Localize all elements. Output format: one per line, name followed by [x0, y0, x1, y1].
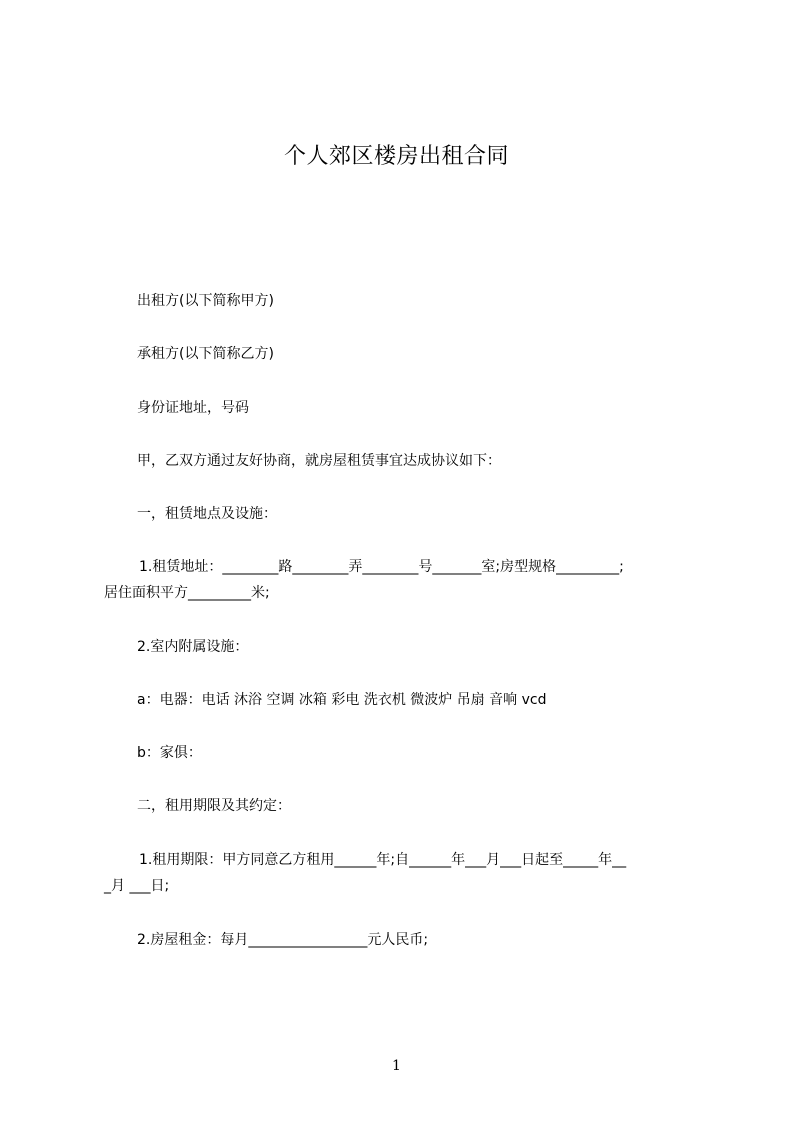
rent-line: 2.房屋租金：每月_________________元人民币;	[137, 932, 429, 948]
section-one-heading: 一，租赁地点及设施：	[137, 506, 277, 522]
rental-address-line: 1.租赁地址：________路________弄________号_______室;房型规格_________;	[139, 559, 624, 575]
page-number: 1	[392, 1058, 401, 1074]
lease-term-line: 1.租用期限：甲方同意乙方租用______年;自______年___月___日起至_____年__	[139, 852, 627, 868]
document-title: 个人郊区楼房出租合同	[283, 144, 509, 169]
lease-term-continued-line: _月 ___日;	[104, 878, 170, 894]
id-address-line: 身份证地址，号码	[137, 400, 249, 416]
living-area-line: 居住面积平方_________米;	[104, 585, 270, 601]
section-two-heading: 二，租用期限及其约定：	[137, 798, 291, 814]
furniture-line: b：家俱：	[137, 745, 202, 761]
lessee-line: 承租方(以下简称乙方)	[137, 346, 274, 362]
facilities-line: 2.室内附属设施：	[137, 639, 249, 655]
lessor-line: 出租方(以下简称甲方)	[137, 293, 274, 309]
agreement-intro-line: 甲，乙双方通过友好协商，就房屋租赁事宜达成协议如下：	[137, 453, 501, 469]
appliances-line: a：电器：电话 沐浴 空调 冰箱 彩电 洗衣机 微波炉 吊扇 音响 vcd	[137, 692, 547, 708]
